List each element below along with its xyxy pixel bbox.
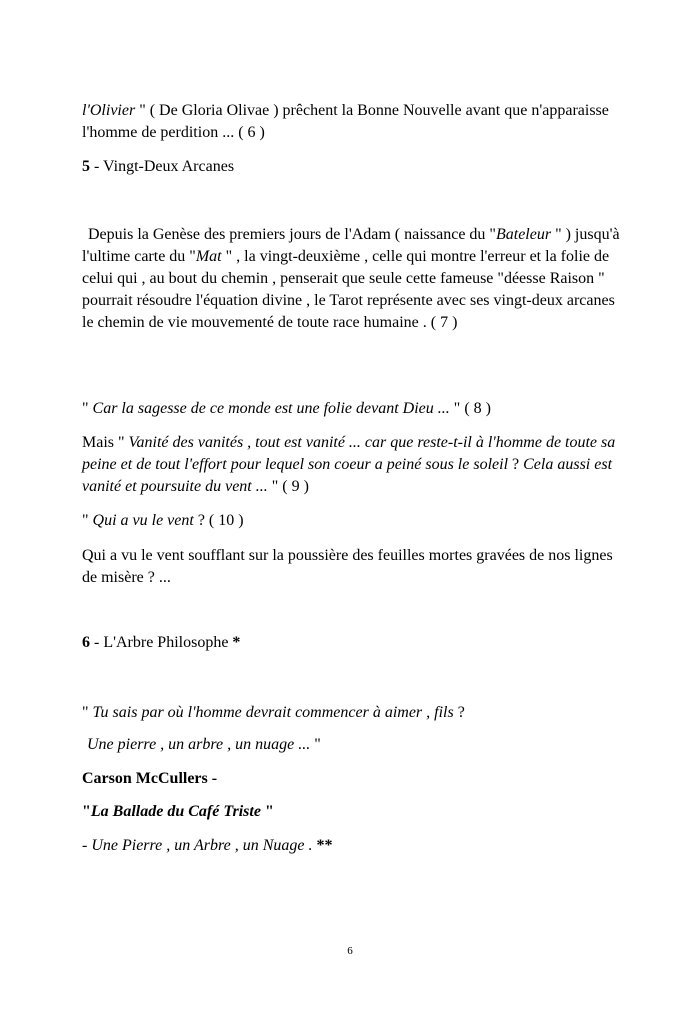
quote-8-italic: Car la sagesse de ce monde est une folie devant Dieu ... xyxy=(92,400,450,417)
section-5-number: 5 xyxy=(82,158,90,175)
quote-pierre xyxy=(82,734,622,756)
author-name: Carson McCullers - xyxy=(82,770,218,787)
section-6-title: - L'Arbre Philosophe xyxy=(90,634,233,651)
quote-8-open: " xyxy=(82,400,93,417)
quote-8 xyxy=(82,398,622,420)
paragraph-olivier xyxy=(82,100,622,144)
quote-tu-sais-italic: Tu sais par où l'homme devrait commencer à aimer , fils xyxy=(92,704,454,721)
paragraph-genese xyxy=(82,224,622,334)
author-line xyxy=(82,768,622,790)
quote-9-italic-a: Vanité des vanités , tout est vanité ... car que reste-t-il à l'homme de toute sa peine et de tout l'effort pour lequel son coeur a peiné sous le soleil xyxy=(82,434,616,473)
quote-8-ref: " ( 8 ) xyxy=(449,400,491,417)
work-open: " xyxy=(82,803,91,820)
subtitle-line xyxy=(82,835,622,857)
subtitle-stars: ** xyxy=(316,837,333,854)
page-number: 6 xyxy=(347,945,353,957)
genese-text-c: " ) jusqu'à l'ultime carte du " xyxy=(82,226,620,265)
quote-tu-sais-mark: ? xyxy=(453,704,465,721)
quote-pierre-italic: Une pierre , un arbre , un nuage ... xyxy=(87,736,311,753)
quote-9-italic-b: Cela aussi est vanité et poursuite du vent ... xyxy=(82,456,613,495)
quote-pierre-close: " xyxy=(310,736,321,753)
mat-italic: Mat xyxy=(195,248,222,265)
work-close: " xyxy=(260,803,274,820)
quote-9 xyxy=(82,432,622,498)
bateleur-italic: Bateleur xyxy=(495,226,552,243)
section-6-star: * xyxy=(232,634,241,651)
section-6-number: 6 xyxy=(82,634,90,651)
quote-10-italic: Qui a vu le vent xyxy=(92,512,194,529)
quote-tu-sais-open: " xyxy=(82,704,93,721)
olivier-italic: l'Olivier xyxy=(82,102,136,119)
quote-10-ref: ? ( 10 ) xyxy=(193,512,244,529)
quote-10 xyxy=(82,510,622,532)
quote-9-open: Mais " xyxy=(82,434,129,451)
quote-tu-sais xyxy=(82,702,622,724)
quote-10-open: " xyxy=(82,512,93,529)
genese-text-a: Depuis la Genèse des premiers jours de l'Adam ( naissance du " xyxy=(88,226,496,243)
heading-section-5 xyxy=(82,156,622,178)
section-5-title: - Vingt-Deux Arcanes xyxy=(90,158,235,175)
paragraph-vent: Qui a vu le vent soufflant sur la poussière des feuilles mortes gravées de nos lignes de misère ? ... xyxy=(82,547,613,586)
genese-text-e: " , la vingt-deuxième , celle qui montre l'erreur et la folie de celui qui , au bout du chemin , penserait que seule cette fameuse "déesse Raison " pourrait résoudre l'équation divine , le Tarot représente avec ses vingt-deux arcanes le chemin de vie mouvementé de toute race humaine . ( 7 ) xyxy=(82,248,615,331)
work-title: La Ballade du Café Triste xyxy=(90,803,261,820)
subtitle-italic: - Une Pierre , un Arbre , un Nuage . xyxy=(82,837,317,854)
work-title-line xyxy=(82,801,622,823)
olivier-text: " ( De Gloria Olivae ) prêchent la Bonne Nouvelle avant que n'apparaisse l'homme de perdition ... ( 6 ) xyxy=(82,102,609,141)
quote-9-mark: ? xyxy=(508,456,524,473)
quote-9-ref: " ( 9 ) xyxy=(267,478,309,495)
heading-section-6 xyxy=(82,632,622,654)
